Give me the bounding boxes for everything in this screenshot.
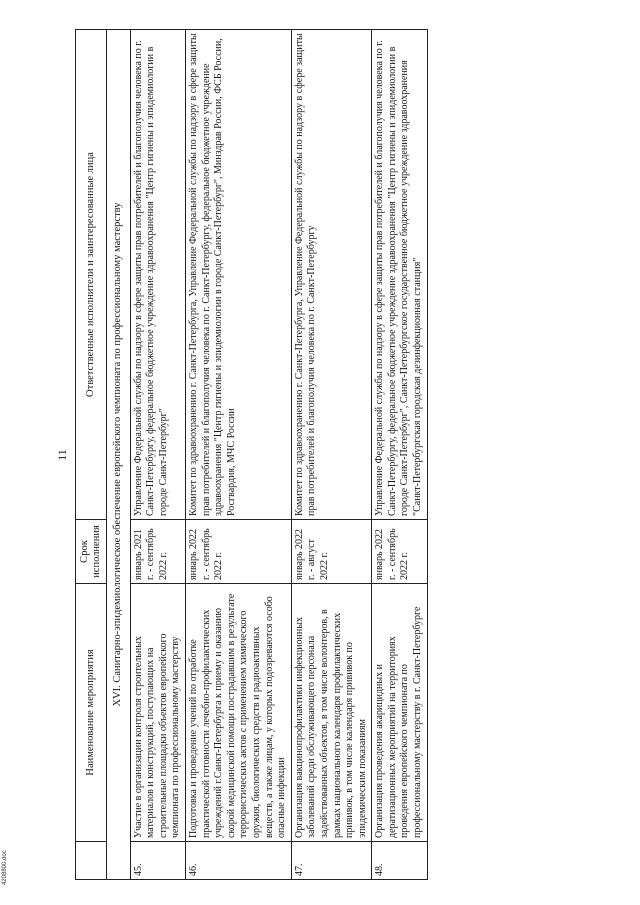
row-number: 45.: [130, 842, 185, 880]
row-responsible: Управление Федеральной службы по надзору в сфере защиты прав потребителей и благополучия человека по г. Санкт-Петербургу, федеральное бюджетное учреждение здравоохранения "Центр гигиены и эпидемиологии в городе Санкт-Петербург": [130, 30, 185, 520]
row-responsible: Комитет по здравоохранению г. Санкт-Петербурга, Управление Федеральной службы по надзору в сфере защиты прав потребителей и благополучия человека по г. Санкт-Петербургу: [291, 30, 372, 520]
footer-doc-code: 4208800.doc: [2, 850, 8, 885]
section-row: [107, 30, 131, 880]
header-number: [76, 842, 107, 880]
header-period: Срок исполнения: [76, 520, 107, 584]
row-event-name: Организация проведения акарицидных и дератизационных мероприятий на территориях проведения европейского чемпионата по профессиональному мастерству в г. Санкт-Петербурге: [372, 584, 427, 842]
table-row: [372, 30, 427, 880]
table-row: [185, 30, 291, 880]
row-responsible: Управление Федеральной службы по надзору в сфере защиты прав потребителей и благополучия человека по г. Санкт-Петербургу, федеральное бюджетное учреждение здравоохранения "Центр гигиены и эпидемиологии в городе Санкт-Петербург", Санкт-Петербургское государственное бюджетное учреждение здравоохранения "Санкт-Петербургская городская дезинфекционная станция": [372, 30, 427, 520]
rotated-landscape-page: [55, 30, 595, 880]
page-number: 11: [55, 449, 69, 461]
row-number: 47.: [291, 842, 372, 880]
row-number: 48.: [372, 842, 427, 880]
row-event-name: Подготовка и проведение учений по отработке практической готовности лечебно-профилактических учреждений г.Санкт-Петербурга к приему и оказанию скорой медицинской помощи пострадавшим в результате террористических актов с применением химического оружия, биологических средств и радиоактивных веществ, а также лицам, у которых подозреваются особо опасные инфекции: [185, 584, 291, 842]
header-responsible: Ответственные исполнители и заинтересованные лица: [76, 30, 107, 520]
row-period: январь 2022 г. - сентябрь 2022 г.: [185, 520, 291, 584]
row-period: январь 2021 г. - сентябрь 2022 г.: [130, 520, 185, 584]
header-name: Наименование мероприятия: [76, 584, 107, 842]
section-title: XVI. Санитарно-эпидемиологическое обеспечение европейского чемпионата по профессиональному мастерству: [107, 30, 131, 880]
row-event-name: Участие в организации контроля строительных материалов и конструкций, поступающих на строительные площадки объектов европейского чемпионата по профессиональному мастерству: [130, 584, 185, 842]
row-number: 46.: [185, 842, 291, 880]
table-row: [291, 30, 372, 880]
table-row: [130, 30, 185, 880]
events-table: [75, 29, 428, 880]
row-event-name: Организация вакцинопрофилактики инфекционных заболеваний среди обслуживающего персонала задействованных объектов, в том числе волонтеров, в рамках национального календаря профилактических прививок, в том числе календаря прививок по эпидемическим показаниям: [291, 584, 372, 842]
table-header-row: [76, 30, 107, 880]
row-period: январь 2022 г. - август 2022 г.: [291, 520, 372, 584]
row-responsible: Комитет по здравоохранению г. Санкт-Петербурга, Управление Федеральной службы по надзору в сфере защиты прав потребителей и благополучия человека по г. Санкт-Петербургу, федеральное бюджетное учреждение здравоохранения "Центр гигиены и эпидемиологии в городе Санкт-Петербург", Минздрав России, ФСБ России, Росгвардия, МЧС России: [185, 30, 291, 520]
row-period: январь 2022 г. - сентябрь 2022 г.: [372, 520, 427, 584]
